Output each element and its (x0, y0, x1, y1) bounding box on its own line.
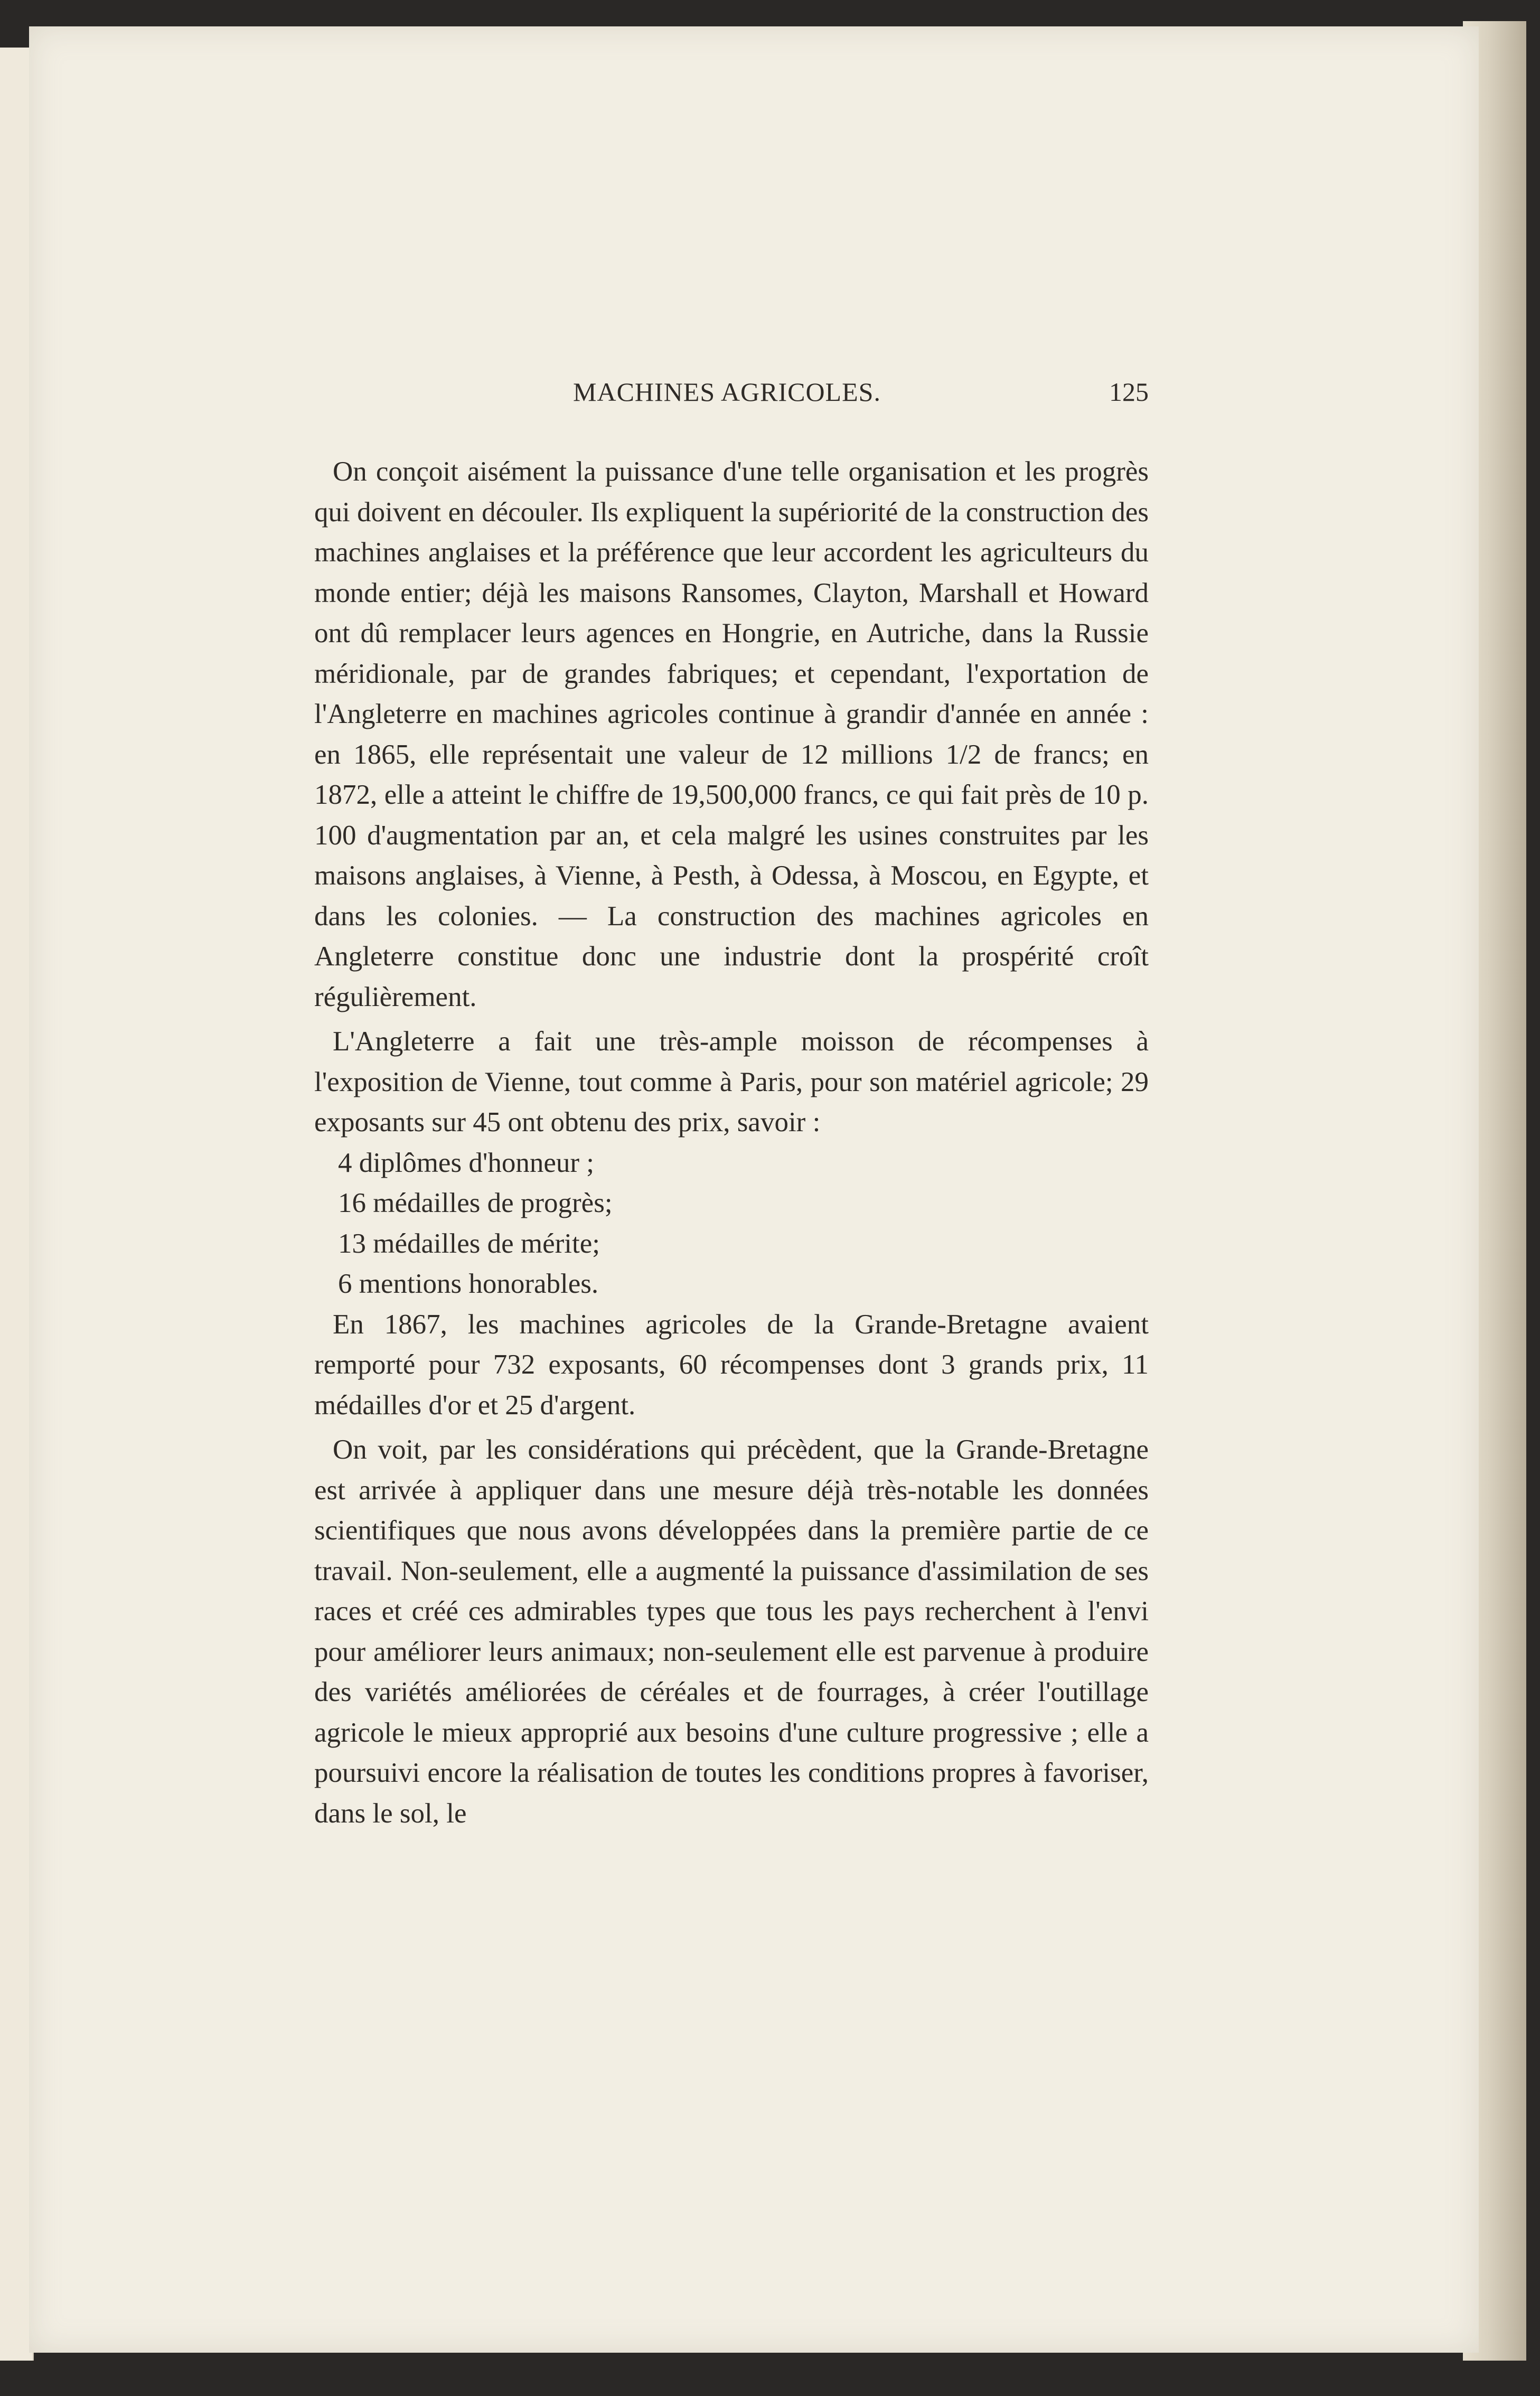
list-item: 16 médailles de progrès; (338, 1188, 613, 1218)
paragraph-1867: En 1867, les machines agricoles de la Grande-Bretagne avaient remporté pour 732 exposants, 60 récompenses dont 3 grands prix, 11 médailles d'or et 25 d'argent. (314, 1309, 1149, 1421)
awards-list (314, 1143, 1149, 1304)
list-item: 13 médailles de mérite; (338, 1228, 600, 1259)
running-title: MACHINES AGRICOLES. (573, 377, 881, 407)
paragraph-vienna-awards: L'Angleterre a fait une très-ample moisson de récompenses à l'exposition de Vienne, tout comme à Paris, pour son matériel agricole; 29 exposants sur 45 ont obtenu des prix, savoir : (314, 1026, 1149, 1138)
list-item: 4 diplômes d'honneur ; (338, 1147, 595, 1178)
book-page (29, 26, 1479, 2353)
page-number: 125 (1109, 377, 1149, 407)
body-text (314, 452, 1149, 1834)
paragraph-conclusion: On voit, par les considérations qui précèdent, que la Grande-Bretagne est arrivée à appliquer dans une mesure déjà très-notable les données scientifiques que nous avons développées dans la première partie de ce travail. Non-seulement, elle a augmenté la puissance d'assimilation de ses races et créé ces admirables types que tous les pays recherchent à l'envi pour améliorer leurs animaux; non-seulement elle est parvenue à produire des variétés améliorées de céréales et de fourrages, à créer l'outillage agricole le mieux approprié aux besoins d'une culture progressive ; elle a poursuivi encore la réalisation de toutes les conditions propres à favoriser, dans le sol, le (314, 1434, 1149, 1829)
list-item: 6 mentions honorables. (338, 1269, 599, 1299)
paragraph-exports: On conçoit aisément la puissance d'une telle organisation et les progrès qui doivent en découler. Ils expliquent la supériorité de la construction des machines anglaises et la préférence que leur accordent les agriculteurs du monde entier; déjà les maisons Ransomes, Clayton, Marshall et Howard ont dû remplacer leurs agences en Hongrie, en Autriche, dans la Russie méridionale, par de grandes fabriques; et cependant, l'exportation de l'Angleterre en machines agricoles continue à grandir d'année en année : en 1865, elle représentait une valeur de 12 millions 1/2 de francs; en 1872, elle a atteint le chiffre de 19,500,000 francs, ce qui fait près de 10 p. 100 d'augmentation par an, et cela malgré les usines construites par les maisons anglaises, à Vienne, à Pesth, à Odessa, à Moscou, en Egypte, et dans les colonies. — La construction des machines agricoles en Angleterre constitue donc une industrie dont la prospérité croît régulièrement. (314, 456, 1149, 1012)
running-head (314, 377, 1149, 414)
